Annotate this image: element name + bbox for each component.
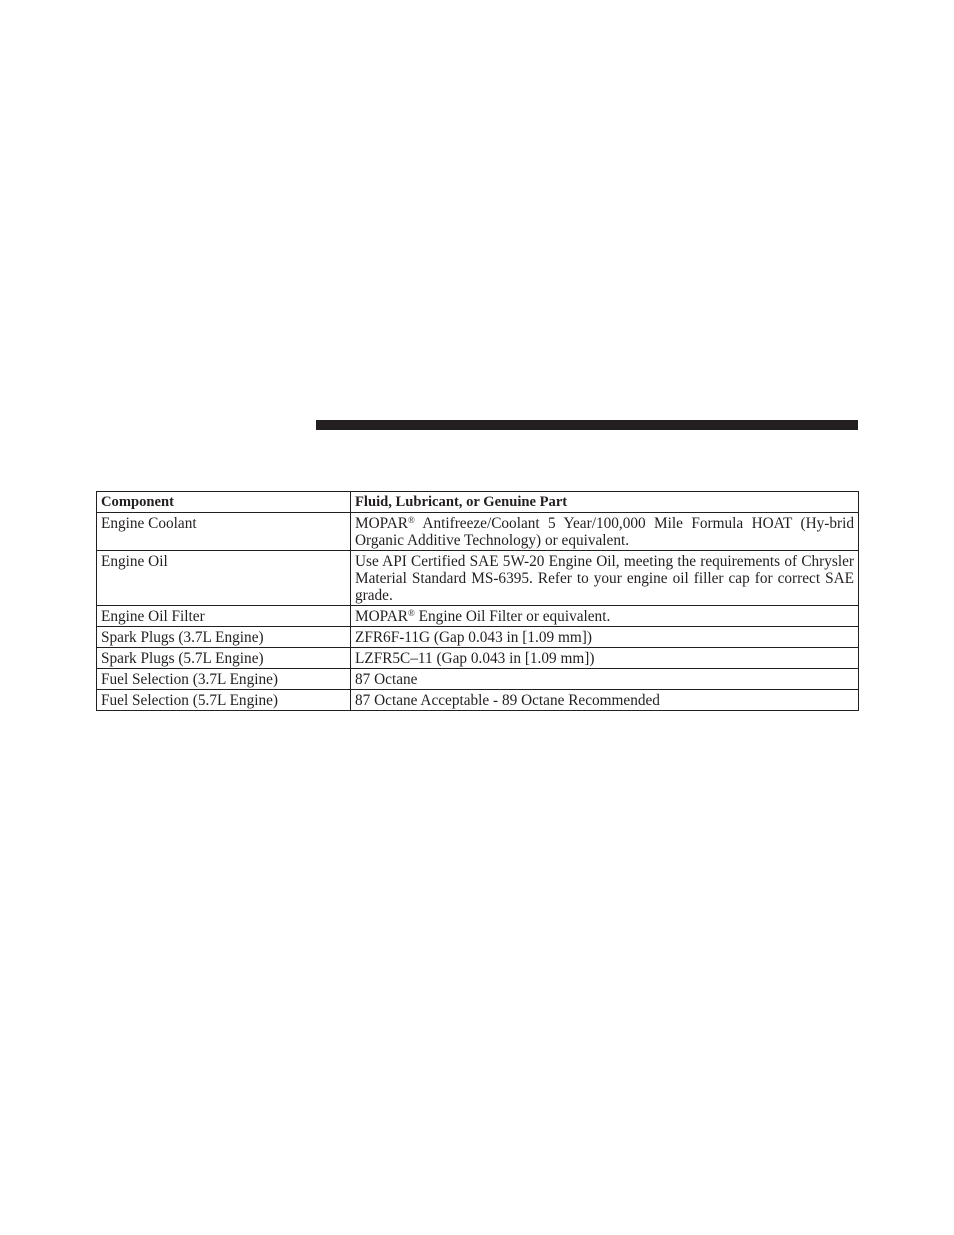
column-header-component: Component	[97, 492, 351, 513]
table-row	[97, 627, 859, 648]
brand-name: MOPAR	[355, 515, 409, 532]
fluid-cell	[351, 513, 859, 551]
component-cell: Fuel Selection (3.7L Engine)	[97, 669, 351, 690]
component-cell: Spark Plugs (5.7L Engine)	[97, 648, 351, 669]
section-header-bar	[316, 420, 858, 430]
fluid-cell	[351, 606, 859, 627]
component-cell: Fuel Selection (5.7L Engine)	[97, 690, 351, 711]
table-header	[97, 492, 859, 513]
fluid-cell	[351, 551, 859, 606]
fluid-text: Use API Certified SAE 5W-20 Engine Oil, meeting the requirements of Chrysler Material Standard MS-6395. Refer to your engine oil filler cap for correct SAE grade.	[355, 553, 854, 604]
fluid-text: Antifreeze/Coolant 5 Year/100,000 Mile Formula HOAT (Hy-brid Organic Additive Technology) or equivalent.	[355, 515, 854, 549]
fluid-cell	[351, 648, 859, 669]
fluid-text: LZFR5C–11 (Gap 0.043 in [1.09 mm])	[355, 650, 595, 667]
table-row	[97, 606, 859, 627]
column-header-fluid: Fluid, Lubricant, or Genuine Part	[351, 492, 859, 513]
component-cell: Engine Oil Filter	[97, 606, 351, 627]
fluid-cell	[351, 669, 859, 690]
table-row	[97, 513, 859, 551]
table-row	[97, 690, 859, 711]
table-row	[97, 551, 859, 606]
fluids-lubricants-table	[96, 491, 859, 711]
fluid-text: Engine Oil Filter or equivalent.	[414, 608, 611, 625]
registered-mark: ®	[408, 515, 415, 525]
table-body	[97, 513, 859, 711]
component-cell: Engine Coolant	[97, 513, 351, 551]
fluid-text: 87 Octane	[355, 671, 418, 688]
fluid-cell	[351, 690, 859, 711]
table-row	[97, 669, 859, 690]
component-cell: Engine Oil	[97, 551, 351, 606]
brand-name: MOPAR	[355, 608, 409, 625]
table-row	[97, 648, 859, 669]
fluid-text: ZFR6F-11G (Gap 0.043 in [1.09 mm])	[355, 629, 592, 646]
registered-mark: ®	[408, 608, 415, 618]
component-cell: Spark Plugs (3.7L Engine)	[97, 627, 351, 648]
table-header-row	[97, 492, 859, 513]
fluid-cell	[351, 627, 859, 648]
fluid-text: 87 Octane Acceptable - 89 Octane Recommended	[355, 692, 660, 709]
